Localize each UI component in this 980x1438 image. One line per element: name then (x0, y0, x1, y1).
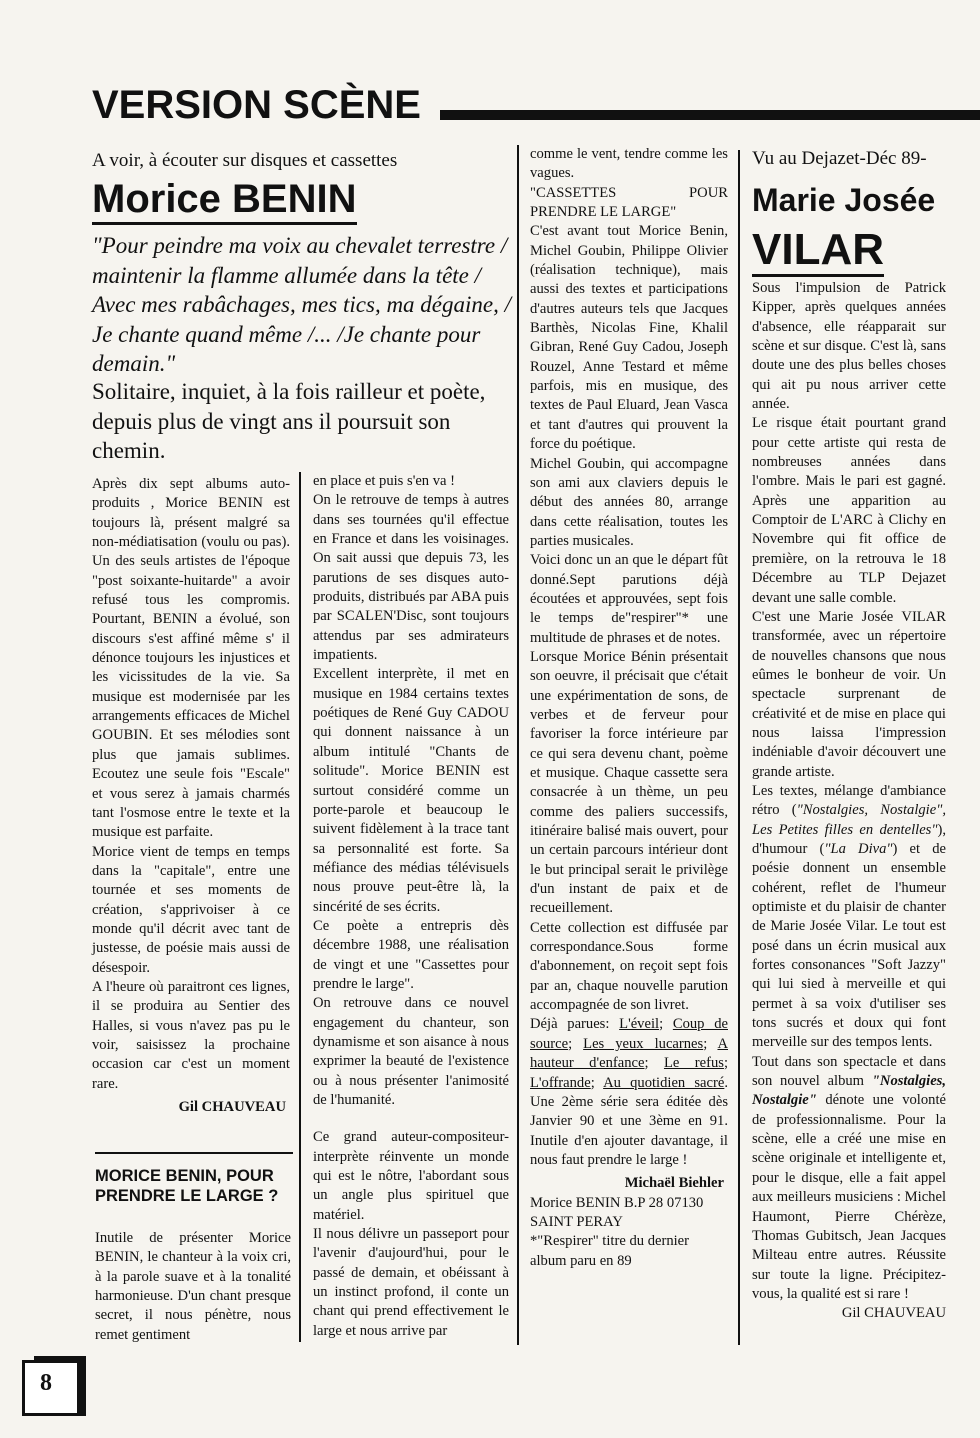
vilar-kicker: Vu au Dejazet-Déc 89- (752, 148, 927, 169)
paragraph: Cette collection est diffusée par correspondance.Sous forme d'abonnement, on reçoit sept fois par an, chaque nouvelle parution accompagnée de son livret. (530, 919, 728, 1014)
column-1 (92, 475, 290, 1117)
signature: Gil CHAUVEAU (841, 1305, 946, 1322)
italic-text: "Nostalgies, Nostalgie", Les Petites filles en dentelles" (752, 802, 946, 838)
paragraph: comme le vent, tendre comme les vagues. (530, 146, 728, 182)
title-link: Le refus (663, 1055, 724, 1072)
paragraph: C'est une Marie Josée VILAR transformée, avec un répertoire de nouvelles chansons que nous eûmes le bonheur de voir. Un spectacle surprenant de créativité et de mise en place qui nous laissa l'impression indéniable d'avoir découvert une grande artiste. (752, 608, 946, 780)
album-title: "Nostalgies, Nostalgie" (752, 1073, 946, 1109)
title-link: Coup de source (530, 1016, 728, 1052)
paragraph: Michel Goubin, qui accompagne son ami aux claviers depuis le début des années 80, arrange dans cette réalisation, toutes les parties musicales. (530, 455, 728, 549)
paragraph: Inutile de présenter Morice BENIN, le chanteur à la voix cri, à la parole suave et à la tonalité harmonieuse. D'un chant presque secret, il nous pénètre, nous remet gentiment (95, 1230, 291, 1343)
article-lead: Solitaire, inquiet, à la fois railleur et poète, depuis plus de vingt ans il poursuit son chemin. (92, 379, 486, 464)
column-divider (517, 145, 519, 1345)
paragraph: Le risque était pourtant grand pour cette artiste qui resta de nombreuses années dans l'ombre. Mais le pari est gagné. Après une apparition au Comptoir de L'ARC à Clichy en Novembre qui fit office de première, on la retrouva le 18 Décembre au TLP Dejazet devant une salle comble. (752, 415, 946, 606)
section-title: VERSION SCÈNE (92, 83, 421, 127)
paragraph: Après dix sept albums auto-produits , Morice BENIN est toujours là, présent malgré sa non-médiatisation (voulu ou pas). Un des seuls artistes de l'époque "post soixante-huitarde" a avoir refusé tous les compromis. Pourtant, BENIN a évolué, son discours s'est affiné même s' il dénonce toujours les injustices et les vicissitudes de la vie. Sa musique est modernisée par les arrangements efficaces de Michel GOUBIN. Et ses mélodies sont plus que jamais sublimes. Ecoutez une seule fois "Escale" et vous serez à jamais charmés tant l'osmose entre le texte et la musique est parfaite. (92, 476, 290, 841)
column-1-bottom (95, 1229, 291, 1345)
paragraph: en place et puis s'en va ! (313, 473, 456, 489)
paragraph: Il nous délivre un passeport pour l'avenir d'aujourd'hui, pour le passé de demain, et obéissant à un instinct profond, il conte un chant qui prend effectivement le large et nous arrive par (313, 1226, 509, 1339)
paragraph: Excellent interprète, il met en musique en 1984 certains textes poétiques de René Guy CADOU qui donnent naissance à un album intitulé "Chants de solitude". Morice BENIN est surtout considéré comme un porte-parole et beaucoup le suivent fidèlement à la trace tant sa personnalité est forte. Sa méfiance des médias télévisuels nous prouve peut-être là, la sincérité de ses écrits. (313, 666, 509, 915)
paragraph: On le retrouve de temps à autres dans ses tournées qu'il effectue en France et dans les voisinages. On sait aussi que depuis 73, les parutions de ses disques auto-produits, distribués par ABA puis par SCALEN'Disc, sont toujours attendus par ses admirateurs impatients. (313, 492, 509, 664)
vilar-name-first: Marie Josée (752, 182, 936, 218)
title-link: L'éveil (619, 1016, 660, 1033)
paragraph (752, 1053, 946, 1322)
artist-name: Morice BENIN (92, 176, 357, 225)
signature: Michaël Biehler (624, 1175, 724, 1192)
released-titles: Déjà parues: L'éveil; Coup de source; Les yeux lucarnes; A hauteur d'enfance; Le refus; L'offrande; Au quotidien sacré. Une 2ème série sera éditée dès Janvier 90 et une 3ème en 91. Inutile d'en ajouter davantage, il nous faut prendre le large ! (530, 1016, 729, 1168)
article-subtitle: A voir, à écouter sur disques et cassettes (92, 150, 398, 171)
paragraph: Morice vient de temps en temps dans la "capitale", entre une tournée et ses moments de création, s'apprivoiser à ce monde qu'il décrit avec tant de justesse, de poésie mais aussi de désespoir. (92, 843, 290, 976)
title-link: L'offrande (530, 1074, 591, 1091)
released-label: Déjà parues: (530, 1016, 610, 1033)
column-2 (313, 472, 509, 1341)
title-link: A hauteur d'enfance (530, 1035, 729, 1072)
title-link: Au quotidien sacré (603, 1074, 725, 1091)
title-link: Les yeux lucarnes (583, 1035, 704, 1052)
column-divider (738, 150, 740, 1345)
box-title: MORICE BENIN, POUR PRENDRE LE LARGE ? (95, 1167, 279, 1205)
address: Morice BENIN B.P 28 07130 SAINT PERAY (530, 1194, 704, 1230)
column-divider (299, 472, 301, 1342)
italic-text: "La Diva" (824, 840, 893, 857)
lyrics-quote: "Pour peindre ma voix au chevalet terrestre / maintenir la flamme allumée dans la tête / Avec mes rabâchages, mes tics, ma dégaine, / Je chante quand même /... /Je chante pour demain." (92, 233, 512, 377)
paragraph: Une 2ème série sera éditée dès Janvier 90 et une 3ème en 91. Inutile d'en ajouter davantage, il nous faut prendre le large ! (530, 1093, 728, 1168)
paragraph: Voici donc un an que le départ fût donné.Sept parutions déjà écoutées et approuvées, sept fois le temps de"respirer"* une multitude de phrases et de notes. (530, 552, 728, 646)
text: ), d'humour ( (752, 821, 946, 857)
divider (95, 1152, 293, 1154)
paragraph: Ce poète a entrepris dès décembre 1988, une réalisation de vingt et une "Cassettes pour prendre le large". (313, 917, 509, 992)
paragraph (752, 782, 946, 1053)
paragraph: "CASSETTES POUR PRENDRE LE LARGE" (530, 184, 728, 221)
signature: Gil CHAUVEAU (178, 1099, 286, 1115)
text: Tout dans son spectacle et dans son nouvel album (752, 1053, 946, 1090)
footnote: *"Respirer" titre du dernier album paru en 89 (530, 1233, 690, 1269)
paragraph: On retrouve dans ce nouvel engagement du chanteur, son dynamisme et son aisance à nous exprimer la beauté de l'existence ou à nous présenter l'animosité de l'humanité. (313, 995, 509, 1108)
vilar-column (752, 279, 946, 1324)
paragraph: Sous l'impulsion de Patrick Kipper, après quelques années d'absence, elle réapparait sur scène et sur disque. C'est là, sans doute une des plus belles choses qui ait pu nous arriver cette année. (752, 280, 946, 413)
vilar-name-last: VILAR (752, 226, 884, 277)
text: dénote une volonté de professionnalisme. Pour la scène, elle a créé une mise en scène originale et intelligente et, pour le disque, elle a fait appel aux meilleurs musiciens : Michel Haumont, Pierre Chérèze, Thomas Gubitsch, Jean Jacques Milteau entre autres. Réussite sur toute la ligne. Précipitez-vous, la qualité est si rare ! (752, 1092, 946, 1302)
page-number: 8 (40, 1370, 52, 1396)
text: Les textes, mélange d'ambiance rétro ( (752, 782, 946, 819)
text: ) et de poésie donnent un ensemble cohérent, reflet de l'humeur optimiste et du plaisir de chanter de Marie Josée Vilar. Le tout est posé dans un écrin musical aux fortes consonances "Soft Jazzy" qui lui sied à merveille et qui permet à sa voix d'utiliser ses tons sucrés et doux qui font merveille sur des tempos lents. (752, 840, 946, 1051)
paragraph: A l'heure où paraitront ces lignes, il se produira au Sentier des Halles, si vous n'avez pas pu le voir, saisissez la prochaine occasion car c'est un moment rare. (92, 978, 290, 1092)
column-3 (530, 145, 728, 1271)
paragraph: Lorsque Morice Bénin présentait son oeuvre, il précisait que c'était une expérimentation de sons, de verbes et de ferveur pour favoriser la force intérieure par ce qui sera devenu chant, poème et musique. Chaque cassette sera consacrée à un thème, un peu comme des paliers successifs, itinéraire balisé mais ouvert, pour un certain parcours intérieur dont le but principal serait le privilège d'un instant de paix et de recueillement. (530, 648, 728, 917)
paragraph: Ce grand auteur-compositeur-interprète réinvente un monde qui est le nôtre, l'abordant sous un angle plus spirituel que matériel. (313, 1129, 509, 1223)
title-rule (440, 110, 980, 120)
paragraph: C'est avant tout Morice Benin, Michel Goubin, Philippe Olivier (réalisation technique), mais aussi des textes et participations d'autres auteurs tels que Jacques Barthès, Nicolas Fine, Khalil Gibran, René Guy Cadou, Joseph Rouzel, Anne Testard et même parfois, mis en musique, des textes de Paul Eluard, Jean Vasca et tant d'autres qui prouvent la force du poétique. (530, 223, 728, 453)
